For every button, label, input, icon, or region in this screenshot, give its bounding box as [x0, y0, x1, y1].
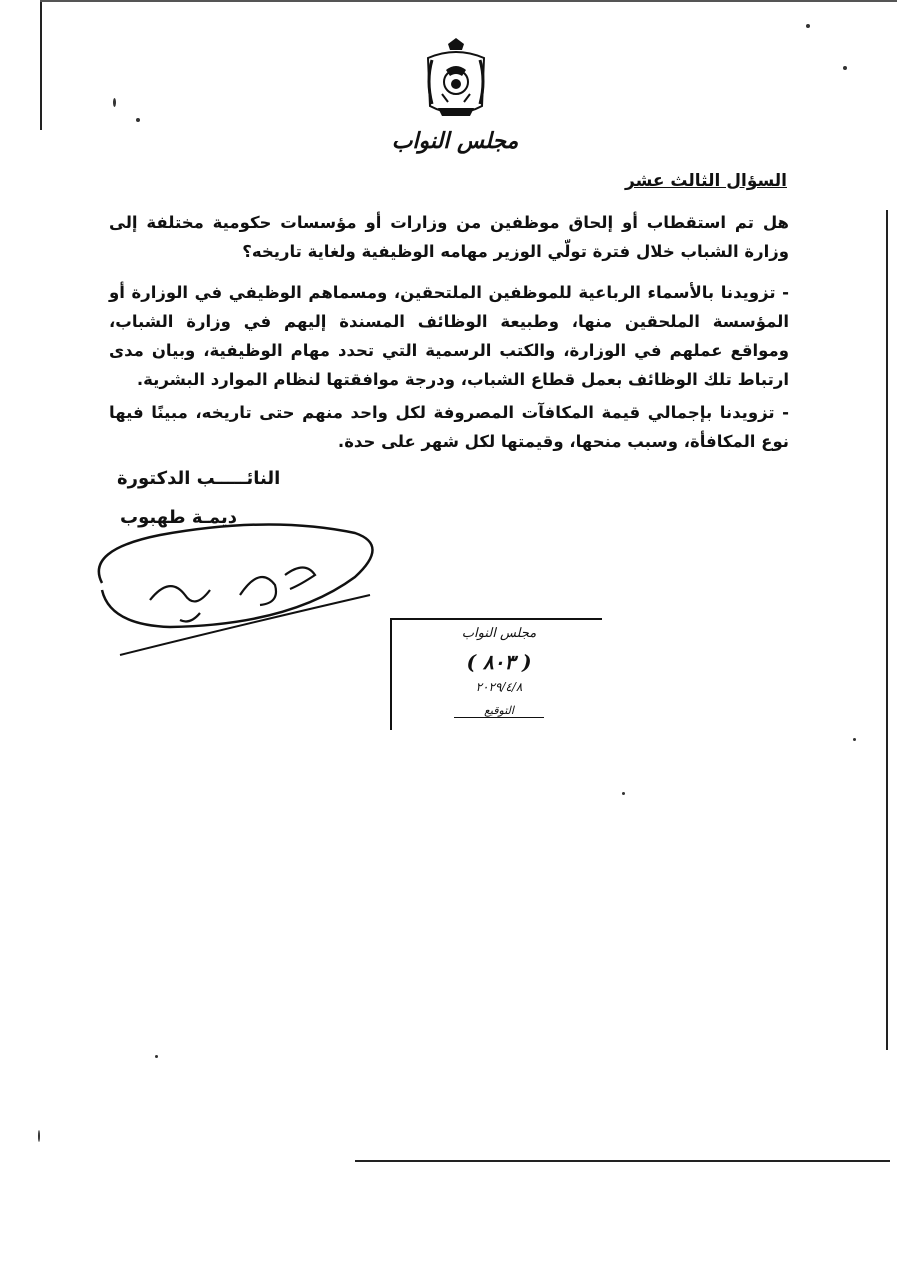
- scan-speck: [136, 118, 140, 122]
- request-paragraph: - تزويدنا بإجمالي قيمة المكافآت المصروفة لكل واحد منهم حتى تاريخه، مبينًا فيها نوع المكافأة، وسبب منحها، وقيمتها لكل شهر على حدة.: [109, 403, 789, 451]
- scan-speck: [155, 1055, 158, 1058]
- scan-speck: [853, 738, 856, 741]
- scan-edge-left: [40, 0, 42, 130]
- scan-speck: [38, 1130, 40, 1142]
- signer-name: ديمـة طهبوب: [120, 507, 237, 528]
- stamp-date: ٢٠٢٩/٤/٨: [475, 680, 523, 694]
- scan-speck: [806, 24, 810, 28]
- handwritten-signature: [90, 515, 390, 665]
- institution-name: مجلس النواب: [391, 128, 519, 154]
- scan-speck: [622, 792, 625, 795]
- stamp-number: ( ٨٠٣ ): [466, 650, 532, 674]
- signer-title: النائـــــب الدكتورة: [117, 468, 281, 489]
- registration-stamp: [390, 618, 602, 730]
- question-title: السؤال الثالث عشر: [625, 171, 787, 191]
- scan-edge-right: [886, 210, 888, 1050]
- scan-speck: [113, 98, 116, 107]
- stamp-institution: مجلس النواب: [461, 626, 537, 641]
- scan-edge-bottom: [355, 1160, 890, 1162]
- scan-speck: [843, 66, 847, 70]
- jordan-royal-crest-icon: [418, 36, 494, 126]
- request-paragraph: - تزويدنا بالأسماء الرباعية للموظفين الملتحقين، ومسماهم الوظيفي في الوزارة أو المؤسسة الملحقين منها، وطبيعة الوظائف المسندة إليهم في وزارة الشباب، ومواقع عملهم في الوزارة، والكتب الرسمية التي تحدد مهام الوظيفية، وبيان مدى ارتباط تلك الوظائف بعمل قطاع الشباب، ودرجة موافقتها لنظام الموارد البشرية.: [109, 283, 789, 389]
- question-paragraph: هل تم استقطاب أو إلحاق موظفين من وزارات أو مؤسسات حكومية مختلفة إلى وزارة الشباب خلال فترة تولّي الوزير مهامه الوظيفية ولغاية تاريخه؟: [109, 213, 789, 261]
- scan-edge-top: [40, 0, 897, 2]
- stamp-signature-line: التوقيع: [454, 704, 544, 718]
